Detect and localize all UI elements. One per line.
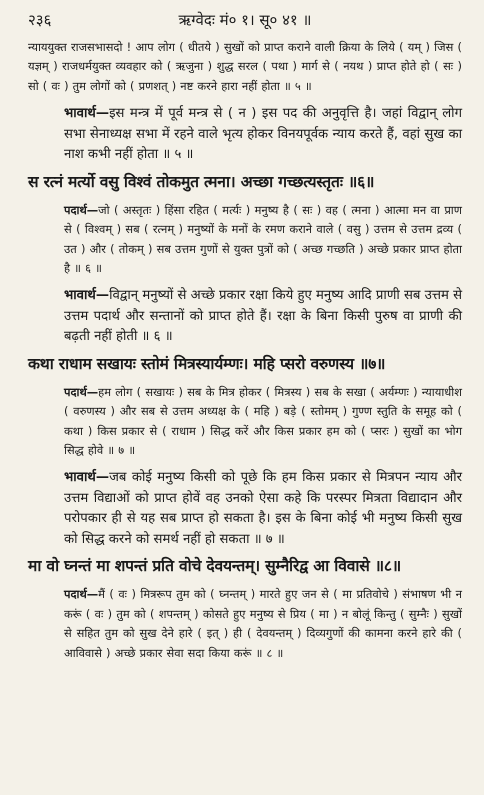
paragraph-text: इस मन्त्र में पूर्व मन्त्र से ( न ) इस पद की अनुवृत्ति है। जहां विद्वान् लोग सभा सेनाध्यक्ष सभा में रहने वाले भृत्य होकर विनयपूर्वक न्याय करते हैं, वहां सुख का नाश कभी नहीं होता ॥ ५ ॥ [64, 106, 462, 163]
padartha-paragraph-8 [28, 585, 462, 663]
padartha-paragraph-5 [28, 38, 462, 96]
page-header [28, 10, 462, 30]
padartha-label: पदार्थ— [64, 384, 99, 399]
bhavartha-paragraph-5 [28, 104, 462, 166]
page-number: २३६ [28, 11, 52, 29]
padartha-label: पदार्थ— [64, 202, 99, 217]
bhavartha-paragraph-7 [28, 468, 462, 550]
paragraph-text: जो ( अस्तृतः ) हिंसा रहित ( मर्त्यः ) मनुष्य है ( सः ) वह ( त्मना ) आत्मा मन वा प्राण से ( विश्वम् ) सब ( रत्नम् ) मनुष्यों के मनों के रमण कराने वाले ( वसु ) उत्तम से उत्तम द्रव्य ( उत ) और ( तोकम् ) सब उत्तम गुणों से युक्त पुत्रों को ( अच्छ गच्छति ) अच्छे प्रकार प्राप्त होता है ॥ ६ ॥ [64, 202, 462, 275]
mantra-7: कथा राधाम सखायः स्तोमं मित्रस्यार्यम्णः। महि प्सरो वरुणस्य ॥७॥ [28, 354, 386, 373]
paragraph-text: न्याययुक्त राजसभासदो ! आप लोग ( धीतये ) सुखों को प्राप्त कराने वाली क्रिया के लिये ( यम् ) जिस ( यज्ञम् ) राजधर्मयुक्त व्यवहार को ( ऋजुना ) शुद्ध सरल ( पथा ) मार्ग से ( नयथ ) प्राप्त होते हो ( सः ) सो ( वः ) तुम लोगों को ( प्रणशत् ) नष्ट करने हारा नहीं होता ॥ ५ ॥ [28, 40, 462, 93]
paragraph-text: जब कोई मनुष्य किसी को पूछे कि हम किस प्रकार से मित्रपन न्याय और उत्तम विद्याओं को प्राप्त होवें वह उनको ऐसा कहे कि परस्पर मित्रता विद्यादान और परोपकार ही से यह सब प्राप्त हो सकता है। इस के बिना कोई भी मनुष्य किसी सुख को सिद्ध करने को समर्थ नहीं हो सकता ॥ ७ ॥ [64, 470, 462, 547]
padartha-paragraph-7 [28, 383, 462, 461]
paragraph-text: विद्वान् मनुष्यों से अच्छे प्रकार रक्षा किये हुए मनुष्य आदि प्राणी सब उत्तम से उत्तम पदार्थ और सन्तानों को प्राप्त होते हैं। रक्षा के बिना किसी पुरुष वा प्राणी की बढ़ती नहीं होती ॥ ६ ॥ [64, 288, 462, 345]
paragraph-text: हम लोग ( सखायः ) सब के मित्र होकर ( मित्रस्य ) सब के सखा ( अर्यम्णः ) न्यायाधीश ( वरुणस्य ) और सब से उत्तम अध्यक्ष के ( महि ) बड़े ( स्तोमम् ) गुण्ण स्तुति के समूह को ( कथा ) किस प्रकार से ( राधाम ) सिद्ध करें और किस प्रकार हम को ( प्सरः ) सुखों का भोग सिद्ध होवे ॥ ७ ॥ [64, 384, 462, 458]
paragraph-text: मैं ( वः ) मित्ररूप तुम को ( घ्नन्तम् ) मारते हुए जन से ( मा प्रतिवोचे ) संभाषण भी न करूं ( वः ) तुम को ( शपन्तम् ) कोसते हुए मनुष्य से प्रिय ( मा ) न बोलूं किन्तु ( सुम्नैः ) सुखों से सहित तुम को सुख देने हारे ( इत् ) ही ( देवयन्तम् ) दिव्यगुणों की कामना करने हारे की ( आविवासे ) अच्छे प्रकार सेवा सदा किया करूं ॥ ८ ॥ [64, 587, 462, 660]
bhavartha-label: भावार्थ— [64, 288, 110, 304]
bhavartha-paragraph-6 [28, 286, 462, 348]
bhavartha-label: भावार्थ— [64, 106, 110, 122]
padartha-paragraph-6 [28, 201, 462, 279]
running-title: ऋग्वेदः मं० १। सू० ४१ ॥ [178, 11, 312, 29]
mantra-6: स रत्नं मर्त्यो वसु विश्वं तोकमुत त्मना। अच्छा गच्छत्यस्तृतः ॥६॥ [28, 172, 375, 191]
padartha-label: पदार्थ— [64, 587, 99, 602]
mantra-8: मा वो घ्नन्तं मा शपन्तं प्रति वोचे देवयन्तम्। सुम्नैरिद्व आ विवासे ॥८॥ [28, 557, 401, 576]
bhavartha-label: भावार्थ— [64, 470, 110, 486]
